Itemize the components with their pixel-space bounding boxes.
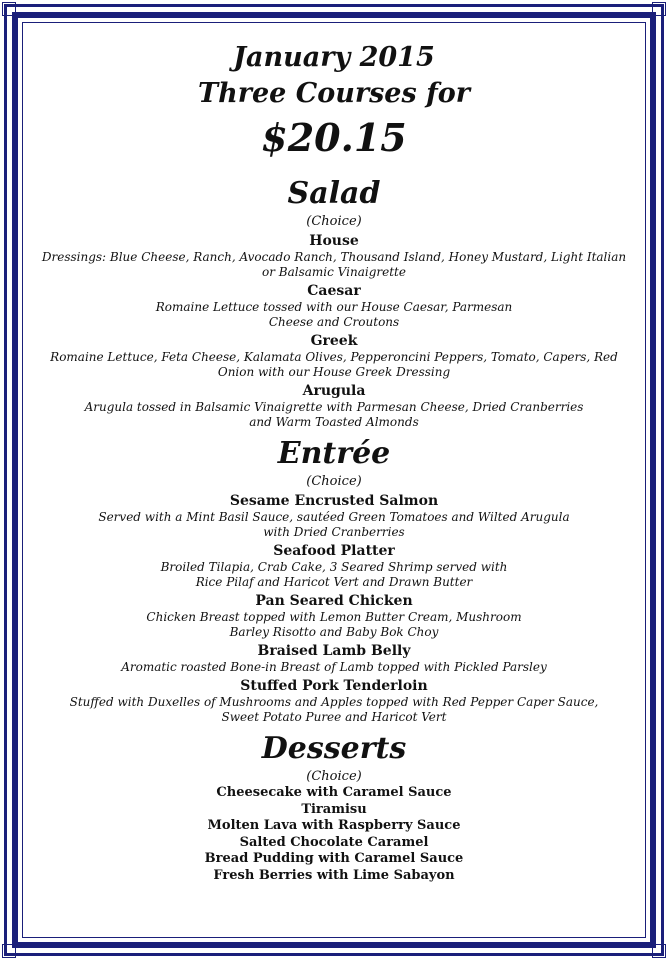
item-description: Aromatic roasted Bone-in Breast of Lamb topped with Pickled Parsley [121, 660, 547, 674]
item-name: Greek [310, 333, 358, 349]
item-description: Dressings: Blue Cheese, Ranch, Avocado Ranch, Thousand Island, Honey Mustard, Light Italian or Balsamic Vinaigrette [41, 250, 627, 279]
item-name: Sesame Encrusted Salmon [229, 493, 439, 509]
menu-item [34, 492, 634, 540]
item-name: Arugula [302, 383, 366, 399]
corner-ornament [2, 944, 16, 958]
dessert-item: Fresh Berries with Lime Sabayon [213, 867, 455, 883]
item-description: Broiled Tilapia, Crab Cake, 3 Seared Shrimp served with Rice Pilaf and Haricot Vert and Drawn Butter [160, 560, 508, 589]
menu-item [34, 642, 634, 675]
dessert-item: Cheesecake with Caramel Sauce [216, 785, 452, 800]
item-name: Caesar [307, 283, 361, 299]
menu-item [34, 542, 634, 590]
item-description: Stuffed with Duxelles of Mushrooms and Apples topped with Red Pepper Caper Sauce, Sweet Potato Puree and Haricot Vert [69, 695, 599, 724]
menu-item [34, 232, 634, 280]
menu-item [34, 382, 634, 430]
corner-ornament [652, 2, 666, 16]
dessert-item: Salted Chocolate Caramel [239, 834, 429, 850]
salad-choice: (Choice) [306, 214, 362, 229]
item-description: Chicken Breast topped with Lemon Butter Cream, Mushroom Barley Risotto and Baby Bok Choy [146, 610, 522, 639]
dessert-item: Molten Lava with Raspberry Sauce [207, 818, 461, 833]
menu-month: January 2015 [233, 42, 435, 73]
item-description: Served with a Mint Basil Sauce, sautéed Green Tomatoes and Wilted Arugula with Dried Cranberries [98, 510, 570, 539]
item-description: Romaine Lettuce tossed with our House Caesar, Parmesan Cheese and Croutons [155, 300, 513, 329]
menu-price: $20.15 [261, 115, 407, 160]
desserts-heading: Desserts [261, 731, 407, 766]
item-name: Seafood Platter [273, 543, 395, 559]
menu [34, 40, 634, 884]
item-name: House [309, 233, 359, 249]
desserts-choice: (Choice) [306, 769, 362, 784]
dessert-item: Bread Pudding with Caramel Sauce [204, 851, 464, 866]
item-name: Braised Lamb Belly [257, 643, 411, 659]
corner-ornament [2, 2, 16, 16]
item-name: Pan Seared Chicken [255, 593, 413, 609]
entree-heading: Entrée [277, 436, 391, 471]
salad-heading: Salad [287, 176, 381, 211]
item-description: Arugula tossed in Balsamic Vinaigrette with Parmesan Cheese, Dried Cranberries and Warm Toasted Almonds [84, 400, 584, 429]
menu-item [34, 592, 634, 640]
item-name: Stuffed Pork Tenderloin [240, 678, 428, 694]
menu-offer: Three Courses for [198, 78, 470, 109]
menu-item [34, 677, 634, 725]
dessert-item: Tiramisu [301, 801, 367, 817]
corner-ornament [652, 944, 666, 958]
menu-item [34, 332, 634, 380]
entree-choice: (Choice) [306, 474, 362, 489]
menu-item [34, 282, 634, 330]
item-description: Romaine Lettuce, Feta Cheese, Kalamata Olives, Pepperoncini Peppers, Tomato, Capers, Red Onion with our House Greek Dressing [50, 350, 618, 379]
